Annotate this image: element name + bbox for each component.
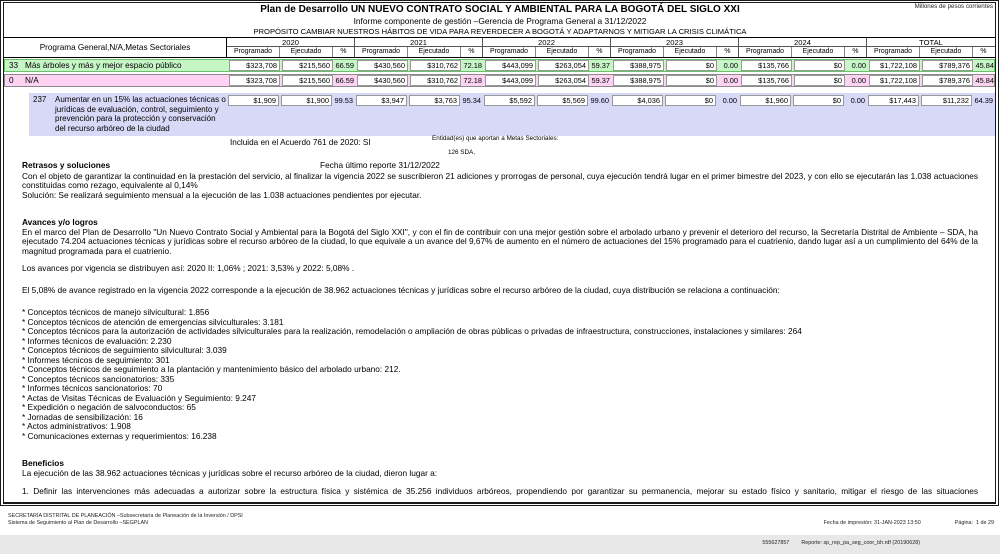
- percent-cell: 0.00: [723, 76, 738, 85]
- list-item: * Informes técnicos sancionatorios: 70: [22, 383, 163, 393]
- percent-cell: 66.59: [335, 76, 354, 85]
- report-proposito: PROPÓSITO CAMBIAR NUESTROS HÁBITOS DE VIDA PARA REVERDECER A BOGOTÁ Y ADAPTARNOS Y MITIGAR LA CRISIS CLIMÁTICA: [253, 27, 747, 36]
- year-label: 2023: [611, 38, 738, 47]
- retrasos-paragraph-2: Solución: Se realizará seguimiento mensual a la ejecución de las 1.038 actuaciones pendientes por ejecutar.: [22, 190, 422, 200]
- amount-cell: $1,960: [740, 95, 791, 106]
- amount-cell: $1,909: [228, 95, 279, 106]
- list-item: * Actas de Visitas Técnicas de Evaluación y Seguimiento: 9.247: [22, 392, 256, 403]
- beneficios-paragraph-1: La ejecución de las 38.962 actuaciones técnicas y jurídicas sobre el recurso arbóreo de la ciudad, dieron lugar a:: [22, 468, 438, 478]
- amount-cell: $1,900: [281, 95, 332, 106]
- amount-cell: $0: [793, 95, 844, 106]
- retrasos-heading-row: [22, 161, 978, 170]
- year-group: [611, 38, 739, 57]
- footer-org-line1: SECRETARÍA DISTRITAL DE PLANEACIÓN –Subsecretaría de Planeación de la Inversión / DPSI: [8, 513, 243, 519]
- percent-cell: 0.00: [723, 61, 738, 70]
- year-label: 2022: [483, 38, 610, 47]
- list-item: * Conceptos técnicos de manejo silvicultural: 1.856: [22, 307, 210, 317]
- column-header: %: [596, 48, 603, 55]
- amount-cell: $0: [794, 60, 845, 71]
- beneficios-paragraph-2: 1. Definir las intervenciones más adecuadas a autorizar sobre la estructura física y sistémica de 35.256 individuos arbóreos, propendiendo por garantizar su permanencia, mejorar su estado físico y sanitario, mitigar el riesgo de las situaciones: [22, 486, 978, 496]
- amount-cell: $0: [665, 95, 716, 106]
- column-header: %: [724, 48, 731, 55]
- budget-rows: [4, 59, 995, 136]
- amount-cell: $215,560: [282, 60, 333, 71]
- row-label: [29, 93, 227, 133]
- entidades-label: Entidad(es) que aportan a Metas Sectoriales:: [432, 135, 559, 142]
- list-item: * Conceptos técnicos para la autorización de actividades silviculturales para la realización, remodelación o ampliación de obras públicas o privadas de infraestructura, construcciones, instalaciones y similares: 264: [22, 326, 802, 336]
- retrasos-heading: Retrasos y soluciones: [22, 160, 111, 170]
- amount-cell: $1,722,108: [869, 60, 920, 71]
- amount-cell: $263,054: [538, 60, 589, 71]
- column-header: Programado: [483, 47, 536, 57]
- list-item: * Comunicaciones externas y requerimientos: 16.238: [22, 430, 217, 441]
- column-header: Programado: [739, 47, 792, 57]
- footer-print-info: [753, 513, 994, 554]
- amount-cell: $0: [666, 75, 717, 86]
- column-header: Ejecutado: [408, 47, 461, 57]
- amount-cell: $263,054: [538, 75, 589, 86]
- percent-cell: 72.18: [463, 76, 482, 85]
- column-header: Programado: [227, 47, 280, 57]
- report-subtitle: Informe componente de gestión –Gerencia de Programa General a 31/12/2022: [353, 16, 647, 26]
- row-id: 33: [9, 60, 19, 70]
- list-item: * Informes técnicos de evaluación: 2.230: [22, 335, 172, 346]
- avances-paragraph-3: El 5,08% de avance registrado en la vigencia 2022 corresponde a la ejecución de 38.962 actuaciones técnicas y jurídicas sobre el recurso arbóreo de la ciudad, cuya distribución se relaciona a continuación:: [22, 285, 780, 295]
- year-group: [483, 38, 611, 57]
- table-header: [4, 37, 995, 58]
- footer-org: [8, 513, 243, 527]
- list-item: * Expedición o negación de salvoconductos: 65: [22, 402, 196, 412]
- column-header: Ejecutado: [280, 47, 333, 57]
- column-header: %: [468, 48, 475, 55]
- list-item: * Conceptos técnicos de seguimiento a la plantación y mantenimiento básico del arbolado urbano: 212.: [22, 364, 401, 374]
- sub-header-row: [867, 47, 995, 57]
- percent-cell: 99.60: [590, 96, 609, 105]
- amount-cell: $135,766: [741, 75, 792, 86]
- footer-report-id: 555627857: [762, 540, 790, 547]
- percent-cell: 0.00: [722, 96, 737, 105]
- row-id: 237: [33, 95, 47, 104]
- sub-header-row: [483, 47, 610, 57]
- amount-cell: $4,036: [612, 95, 663, 106]
- amount-cell: $3,947: [356, 95, 407, 106]
- column-header: Programado: [355, 47, 408, 57]
- column-header: Programado: [867, 47, 920, 57]
- sub-header-row: [227, 47, 354, 57]
- amount-cell: $5,592: [484, 95, 535, 106]
- percent-cell: 95.34: [462, 96, 481, 105]
- amount-cell: $443,099: [485, 60, 536, 71]
- amount-cell: $430,560: [357, 60, 408, 71]
- list-item: * Conceptos técnicos sancionatorios: 335: [22, 373, 175, 384]
- year-group: [355, 38, 483, 57]
- percent-cell: 0.00: [850, 96, 865, 105]
- amount-cell: $135,766: [741, 60, 792, 71]
- percent-cell: 66.59: [335, 61, 354, 70]
- fecha-reporte: Fecha último reporte 31/12/2022: [320, 160, 440, 170]
- amount-cell: $11,232: [921, 95, 972, 106]
- sub-header-row: [355, 47, 482, 57]
- avances-paragraph-2: Los avances por vigencia se distribuyen así: 2020 II: 1,06% ; 2021: 3,53% y 2022: 5,08% .: [22, 263, 355, 273]
- row-label: [5, 61, 228, 71]
- amount-cell: $323,708: [229, 75, 280, 86]
- beneficios-heading: Beneficios: [22, 458, 64, 468]
- units-note: Millones de pesos corrientes: [914, 3, 993, 10]
- amount-cell: $430,560: [357, 75, 408, 86]
- percent-cell: 64.39: [974, 96, 993, 105]
- actuaciones-list: [22, 308, 978, 441]
- percent-cell: 0.00: [851, 61, 866, 70]
- report-title: Plan de Desarrollo UN NUEVO CONTRATO SOCIAL Y AMBIENTAL PARA LA BOGOTÁ DEL SIGLO XXI: [260, 4, 740, 15]
- percent-cell: 59.37: [591, 61, 610, 70]
- list-item: * Conceptos técnicos de atención de emergencias silviculturales: 3.181: [22, 316, 284, 327]
- row-id: 0: [9, 75, 14, 85]
- percent-cell: 72.18: [463, 61, 482, 70]
- percent-cell: 45.84: [975, 76, 994, 85]
- row-title: Más árboles y más y mejor espacio público: [25, 60, 182, 70]
- amount-cell: $0: [666, 60, 717, 71]
- footer-org-line2: Sistema de Seguimiento al Plan de Desarrollo –SEGPLAN: [8, 519, 148, 526]
- list-item: * Actos administrativos: 1.908: [22, 421, 131, 431]
- year-label: 2024: [739, 38, 866, 47]
- amount-cell: $3,763: [409, 95, 460, 106]
- table-row: [4, 74, 995, 87]
- amount-cell: $323,708: [229, 60, 280, 71]
- percent-cell: 59.37: [591, 76, 610, 85]
- amount-cell: $17,443: [868, 95, 919, 106]
- amount-cell: $388,975: [613, 60, 664, 71]
- amount-cell: $789,376: [922, 60, 973, 71]
- column-header: Programado: [611, 47, 664, 57]
- acuerdo-note: Incluida en el Acuerdo 761 de 2020: SI: [230, 138, 371, 147]
- year-label: TOTAL: [867, 38, 995, 47]
- list-item: * Jornadas de sensibilización: 16: [22, 411, 143, 422]
- footer-print-date: Fecha de impresión: 31-JAN-2023 13:50: [823, 519, 921, 526]
- footer-report-name: Reporte: sp_rep_pa_seg_coor_bh.rdf (20190628): [801, 540, 920, 547]
- percent-cell: 45.84: [975, 61, 994, 70]
- column-header: Ejecutado: [792, 47, 845, 57]
- sub-header-row: [611, 47, 738, 57]
- column-header: %: [852, 48, 859, 55]
- column-header: Ejecutado: [664, 47, 717, 57]
- row-label: [5, 76, 228, 86]
- amount-cell: $5,569: [537, 95, 588, 106]
- year-label: 2020: [227, 38, 354, 47]
- table-row: [29, 93, 995, 136]
- amount-cell: $310,762: [410, 75, 461, 86]
- year-label: 2021: [355, 38, 482, 47]
- amount-cell: $215,560: [282, 75, 333, 86]
- list-item: * Informes técnicos de seguimiento: 301: [22, 354, 170, 365]
- rowgroup-header: Programa General,N/A,Metas Sectoriales: [4, 38, 227, 57]
- amount-cell: $789,376: [922, 75, 973, 86]
- percent-cell: 0.00: [851, 76, 866, 85]
- column-header: Ejecutado: [920, 47, 973, 57]
- table-year-groups: [227, 38, 995, 57]
- table-row: [4, 59, 995, 72]
- amount-cell: $310,762: [410, 60, 461, 71]
- amount-cell: $1,722,108: [869, 75, 920, 86]
- budget-table: [4, 37, 995, 136]
- column-header: %: [340, 48, 347, 55]
- avances-heading: Avances y/o logros: [22, 217, 98, 227]
- footer-page-number: Página: 1 de 29: [954, 519, 994, 526]
- retrasos-paragraph-1: Con el objeto de garantizar la continuidad en la prestación del servicio, al finalizar la vigencia 2022 se suscribieron 21 adiciones y prorrogas de personal, cuya ejecución tendrá lugar en el primer bimestre del 2023, y con ello se ejecutarán las 1.038 actuaciones constituidas como rezago, equivalente al 0,14%: [22, 171, 978, 191]
- amount-cell: $388,975: [613, 75, 664, 86]
- row-title: N/A: [25, 75, 39, 85]
- row-title: Aumentar en un 15% las actuaciones técnicas o jurídicas de evaluación, control, seguimiento y prevención para la protección y conservación del recurso arbóreo de la ciudad: [55, 95, 226, 133]
- year-group: [867, 38, 995, 57]
- list-item: * Conceptos técnicos de seguimiento silvicultural: 3.039: [22, 345, 227, 355]
- amount-cell: $443,099: [485, 75, 536, 86]
- year-group: [227, 38, 355, 57]
- percent-cell: 99.53: [334, 96, 353, 105]
- sub-header-row: [739, 47, 866, 57]
- column-header: Ejecutado: [536, 47, 589, 57]
- entidades-value: 126 SDA,: [448, 149, 475, 156]
- year-group: [739, 38, 867, 57]
- column-header: %: [980, 48, 987, 55]
- amount-cell: $0: [794, 75, 845, 86]
- avances-paragraph-1: En el marco del Plan de Desarrollo "Un Nuevo Contrato Social y Ambiental para la Bogotá del Siglo XXI", y con el fin de contribuir con una mejor gestión sobre el arbolado urbano y prevenir el deterioro del recurso, la Secretaría Distrital de Ambiente – SDA, ha ejecutado 74.204 actuaciones técnicas y jurídicas sobre el recurso arbóreo de la ciudad, lo que equivale a un avance del 9,67% de aumento en el número de actuaciones del 15% programado para el cuatrienio, dando lugar así a un cumplimiento del 64% de la magnitud programada para el cuatrienio.: [22, 227, 978, 256]
